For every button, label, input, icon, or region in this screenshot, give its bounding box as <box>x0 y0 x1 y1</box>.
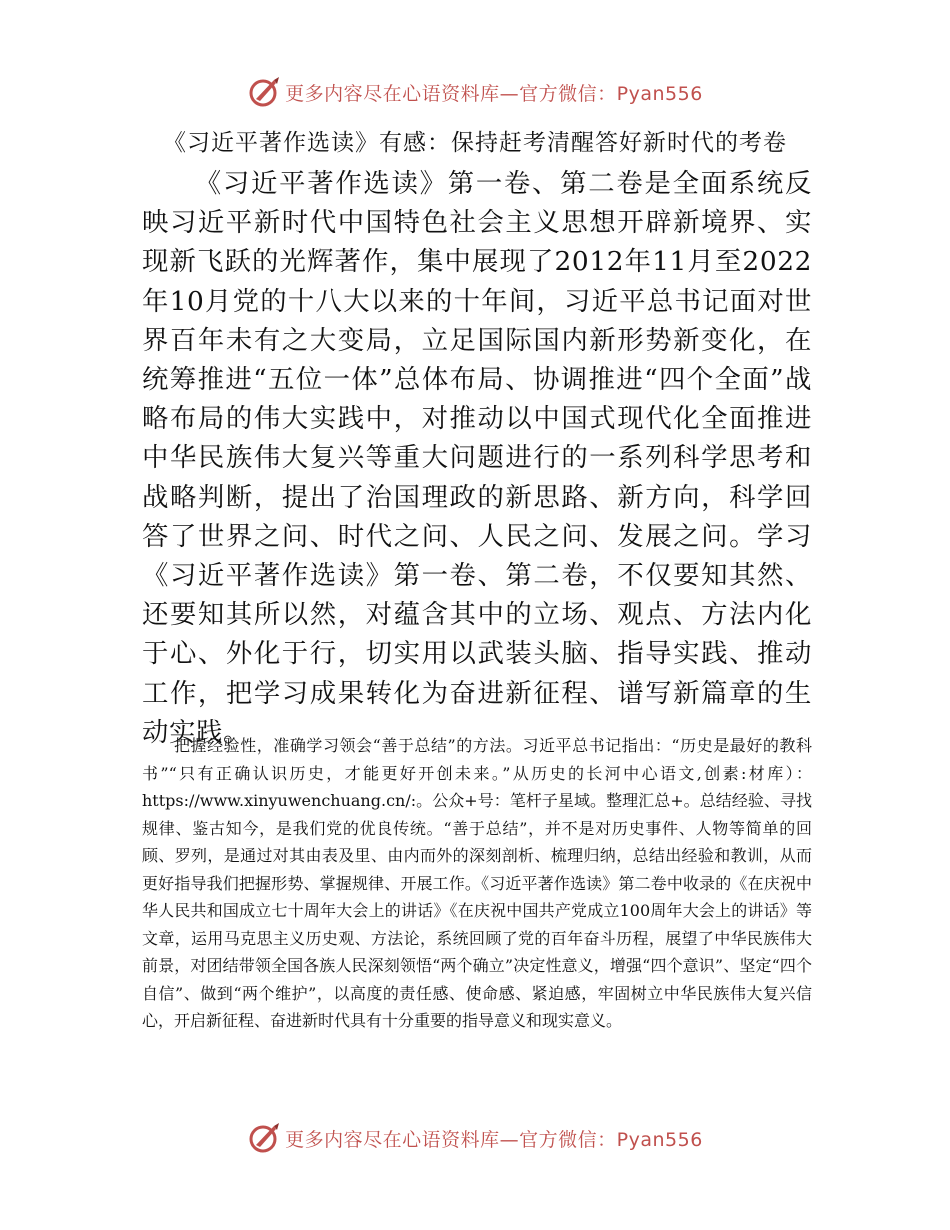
body-paragraph: 把握经验性，准确学习领会“善于总结”的方法。习近平总书记指出：“历史是最好的教科书”“只有正确认识历史，才能更好开创未来。”从历史的长河中心语文,创素:材库）：https://www.xinyuwenchuang.cn/:。公众+号：笔杆子星域。整理汇总+。总结经验、寻找规律、鉴古知今，是我们党的优良传统。“善于总结”，并不是对历史事件、人物等简单的回顾、罗列，是通过对其由表及里、由内而外的深刻剖析、梳理归纳，总结出经验和教训，从而更好指导我们把握形势、掌握规律、开展工作。《习近平著作选读》第二卷中收录的《在庆祝中华人民共和国成立七十周年大会上的讲话》《在庆祝中国共产党成立100周年大会上的讲话》等文章，运用马克思主义历史观、方法论，系统回顾了党的百年奋斗历程，展望了中华民族伟大前景，对团结带领全国各族人民深刻领悟“两个确立”决定性意义，增强“四个意识”、坚定“四个自信”、做到“两个维护”，以高度的责任感、使命感、紧迫感，牢固树立中华民族伟大复兴信心，开启新征程、奋进新时代具有十分重要的指导意义和现实意义。 <box>142 736 812 1030</box>
header-banner-text: 更多内容尽在心语资料库—官方微信：Pyan556 <box>285 82 703 105</box>
lead-paragraph: 《习近平著作选读》第一卷、第二卷是全面系统反映习近平新时代中国特色社会主义思想开辟新境界、实现新飞跃的光辉著作，集中展现了2012年11月至2022年10月党的十八大以来的十年间，习近平总书记面对世界百年未有之大变局，立足国际国内新形势新变化，在统筹推进“五位一体”总体布局、协调推进“四个全面”战略布局的伟大实践中，对推动以中国式现代化全面推进中华民族伟大复兴等重大问题进行的一系列科学思考和战略判断，提出了治国理政的新思路、新方向，科学回答了世界之问、时代之问、人民之问、发展之问。学习《习近平著作选读》第一卷、第二卷，不仅要知其然、还要知其所以然，对蕴含其中的立场、观点、方法内化于心、外化于行，切实用以武装头脑、指导实践、推动工作，把学习成果转化为奋进新征程、谱写新篇章的生动实践。 <box>142 168 812 748</box>
footer-banner <box>0 1116 950 1160</box>
footer-banner-text: 更多内容尽在心语资料库—官方微信：Pyan556 <box>285 1128 703 1151</box>
quill-logo-icon <box>247 75 281 109</box>
quill-logo-icon <box>247 1121 281 1155</box>
header-banner <box>0 70 950 114</box>
document-title: 《习近平著作选读》有感：保持赶考清醒答好新时代的考卷 <box>163 130 787 156</box>
